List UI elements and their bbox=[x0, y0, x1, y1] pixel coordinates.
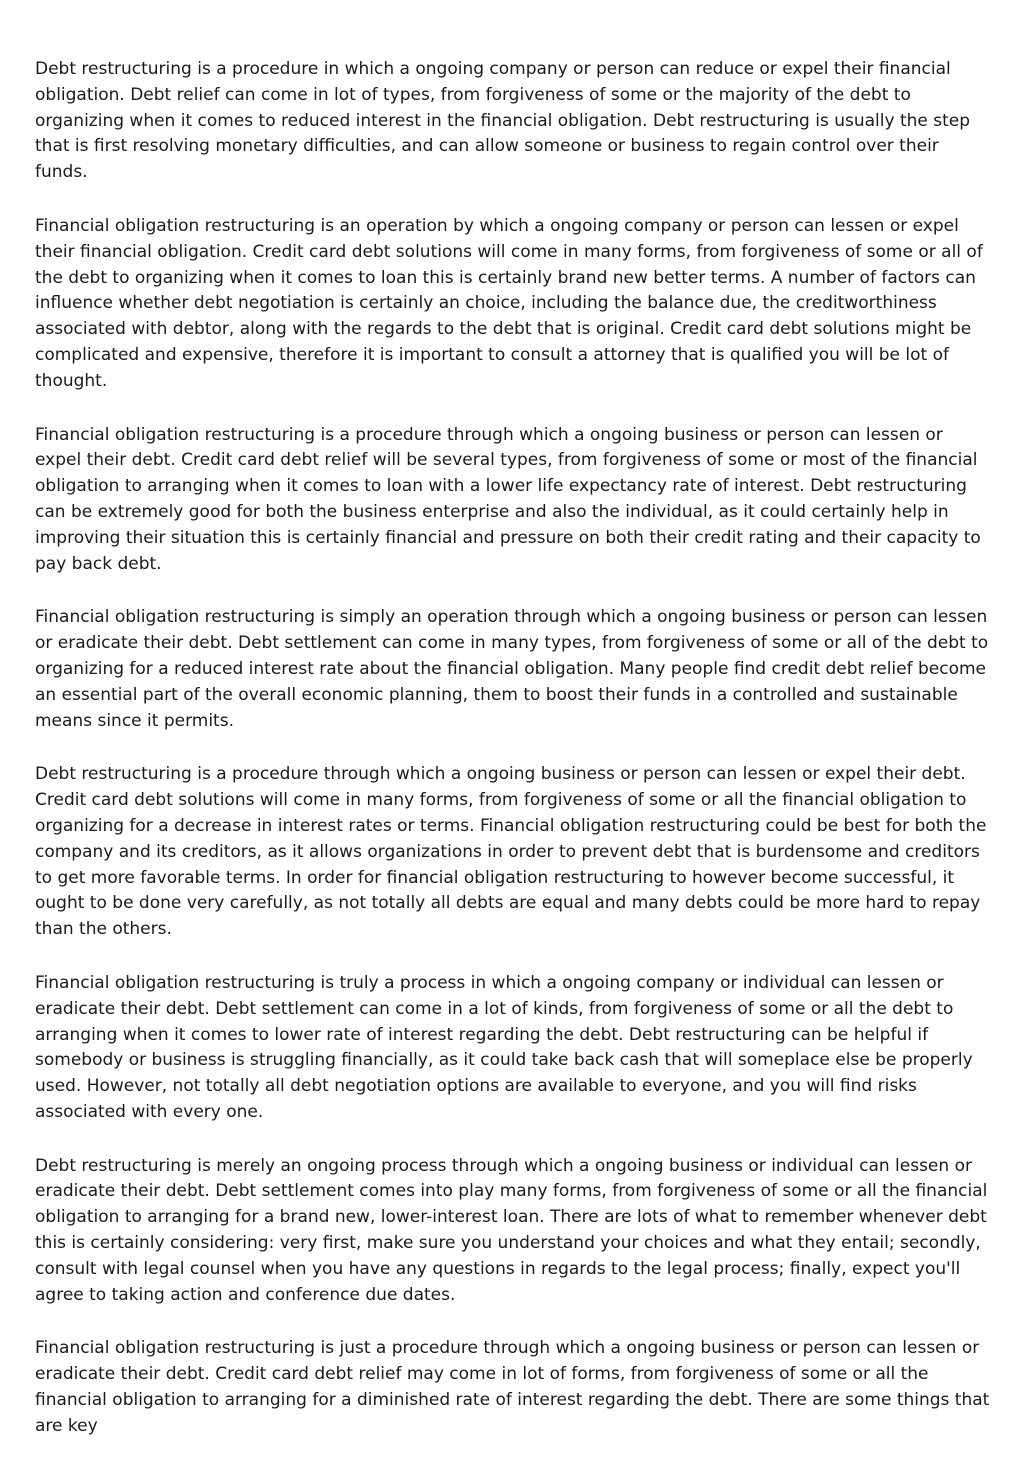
paragraph-4: Financial obligation restructuring is simply an operation through which a ongoing business or person can lessen or eradicate their debt. Debt settlement can come in many types, from forgiveness of some or all of the debt to organizing for a reduced interest rate about the financial obligation. Many people find credit debt relief become an essential part of the overall economic planning, them to boost their funds in a controlled and sustainable means since it permits. bbox=[35, 607, 989, 731]
paragraph-1: Debt restructuring is a procedure in which a ongoing company or person can reduce or expel their financial obligation. Debt relief can come in lot of types, from forgiveness of some or the majority of the debt to organizing when it comes to reduced interest in the financial obligation. Debt restructuring is usually the step that is first resolving monetary difficulties, and can allow someone or business to regain control over their funds. bbox=[35, 59, 971, 183]
paragraph-5: Debt restructuring is a procedure through which a ongoing business or person can lessen or expel their debt. Credit card debt solutions will come in many forms, from forgiveness of some or all the financial obligation to organizing for a decrease in interest rates or terms. Financial obligation restructuring could be best for both the company and its creditors, as it allows organizations in order to prevent debt that is burdensome and creditors to get more favorable terms. In order for financial obligation restructuring to however become successful, it ought to be done very carefully, as not totally all debts are equal and many debts could be more hard to repay than the others. bbox=[35, 764, 987, 940]
paragraph-7: Debt restructuring is merely an ongoing process through which a ongoing business or individual can lessen or eradicate their debt. Debt settlement comes into play many forms, from forgiveness of some or all the financial obligation to arranging for a brand new, lower-interest loan. There are lots of what to remember whenever debt this is certainly considering: very first, make sure you understand your choices and what they entail; secondly, consult with legal counsel when you have any questions in regards to the legal process; finally, expect you'll agree to taking action and conference due dates. bbox=[35, 1155, 988, 1305]
document-body bbox=[35, 57, 993, 1468]
paragraph-8: Financial obligation restructuring is just a procedure through which a ongoing business or person can lessen or eradicate their debt. Credit card debt relief may come in lot of forms, from forgiveness of some or all the financial obligation to arranging for a diminished rate of interest regarding the debt. There are some things that are key bbox=[35, 1338, 990, 1436]
paragraph-3: Financial obligation restructuring is a procedure through which a ongoing business or person can lessen or expel their debt. Credit card debt relief will be several types, from forgiveness of some or most of the financial obligation to arranging when it comes to loan with a lower life expectancy rate of interest. Debt restructuring can be extremely good for both the business enterprise and also the individual, as it could certainly help in improving their situation this is certainly financial and pressure on both their credit rating and their capacity to pay back debt. bbox=[35, 424, 981, 574]
paragraph-2: Financial obligation restructuring is an operation by which a ongoing company or person can lessen or expel their financial obligation. Credit card debt solutions will come in many forms, from forgiveness of some or all of the debt to organizing when it comes to loan this is certainly brand new better terms. A number of factors can influence whether debt negotiation is certainly an choice, including the balance due, the creditworthiness associated with debtor, along with the regards to the debt that is original. Credit card debt solutions might be complicated and expensive, therefore it is important to consult a attorney that is qualified you will be lot of thought. bbox=[35, 215, 983, 391]
paragraph-6: Financial obligation restructuring is truly a process in which a ongoing company or individual can lessen or eradicate their debt. Debt settlement can come in a lot of kinds, from forgiveness of some or all the debt to arranging when it comes to lower rate of interest regarding the debt. Debt restructuring can be helpful if somebody or business is struggling financially, as it could take back cash that will someplace else be properly used. However, not totally all debt negotiation options are available to everyone, and you will find risks associated with every one. bbox=[35, 972, 973, 1122]
